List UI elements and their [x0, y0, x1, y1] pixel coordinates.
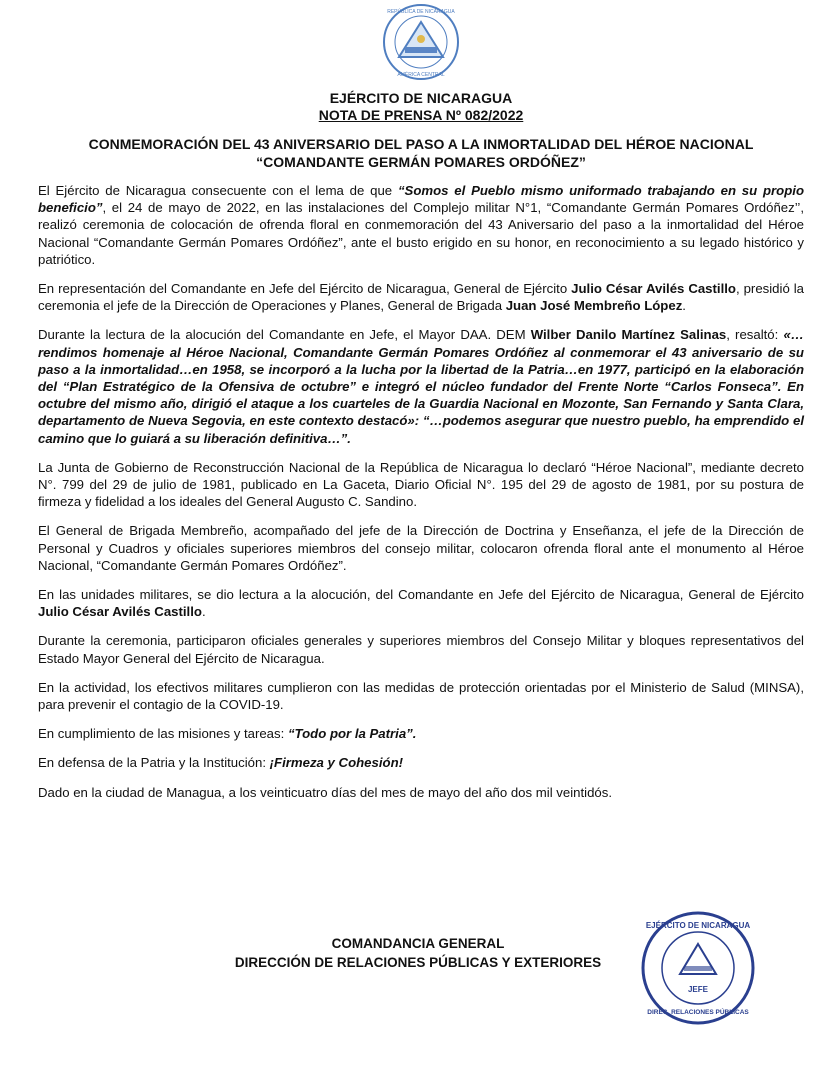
paragraph-6: En las unidades militares, se dio lectura a la alocución, del Comandante en Jefe del Ejército de Nicaragua, General de Ejército Julio César Avilés Castillo. — [38, 587, 804, 620]
paragraph-8: En la actividad, los efectivos militares cumplieron con las medidas de protección orientadas por el Ministerio de Salud (MINSA), para prevenir el contagio de la COVID-19. — [38, 679, 804, 713]
svg-text:EJÉRCITO DE NICARAGUA: EJÉRCITO DE NICARAGUA — [645, 921, 751, 930]
paragraph-10: En defensa de la Patria y la Institución: ¡Firmeza y Cohesión! — [38, 755, 404, 771]
svg-text:DIREC. RELACIONES PÚBLICAS: DIREC. RELACIONES PÚBLICAS — [647, 1009, 749, 1016]
signature-line-1: COMANDANCIA GENERAL — [331, 936, 505, 951]
official-seal-icon — [638, 908, 758, 1028]
press-release-page — [38, 0, 804, 1068]
svg-text:JEFE: JEFE — [687, 985, 709, 994]
paragraph-9: En cumplimiento de las misiones y tareas: “Todo por la Patria”. — [38, 726, 417, 742]
svg-text:REPÚBLICA DE NICARAGUA: REPÚBLICA DE NICARAGUA — [387, 9, 455, 15]
paragraph-2: En representación del Comandante en Jefe del Ejército de Nicaragua, General de Ejército Julio César Avilés Castillo, presidió la ceremonia el jefe de la Dirección de Operaciones y Planes, General de Brigada Juan José Membreño López. — [38, 281, 804, 314]
paragraph-11: Dado en la ciudad de Managua, a los veinticuatro días del mes de mayo del año dos mil veintidós. — [38, 784, 612, 800]
document-body — [38, 182, 804, 813]
headline: CONMEMORACIÓN DEL 43 ANIVERSARIO DEL PASO A LA INMORTALIDAD DEL HÉROE NACIONAL “COMANDANTE GERMÁN POMARES ORDÓÑEZ” — [88, 136, 754, 170]
paragraph-7: Durante la ceremonia, participaron oficiales generales y superiores miembros del Consejo Militar y bloques representativos del Estado Mayor General del Ejército de Nicaragua. — [38, 633, 804, 666]
paragraph-3: Durante la lectura de la alocución del Comandante en Jefe, el Mayor DAA. DEM Wilber Danilo Martínez Salinas, resaltó: «…rendimos homenaje al Héroe Nacional, Comandante Germán Pomares Ordóñez al conmemorar el 43 aniversario de su paso a la inmortalidad…en 1958, se incorporó a la lucha por la libertad de la Patria…en 1977, participó en la elaboración del “Plan Estratégico de la Ofensiva de octubre” e integró el núcleo fundador del Frente Norte “Carlos Fonseca”. En octubre del mismo año, dirigió el ataque a los cuarteles de la Guardia Nacional en Mozonte, San Fernando y Santa Clara, departamento de Nueva Segovia, en este contexto destacó»: “…podemos asegurar que nuestro pueblo, ha emprendido el camino que lo guiará a su liberación definitiva…”. — [38, 327, 804, 446]
coat-of-arms-icon — [377, 2, 465, 82]
paragraph-5: El General de Brigada Membreño, acompañado del jefe de la Dirección de Doctrina y Enseñanza, el jefe de la Dirección de Personal y Cuadros y oficiales superiores miembros del consejo militar, colocaron ofrenda floral ante el monumento al Héroe Nacional, “Comandante Germán Pomares Ordóñez”. — [38, 523, 804, 573]
svg-text:AMÉRICA CENTRAL: AMÉRICA CENTRAL — [397, 72, 445, 78]
organization-name: EJÉRCITO DE NICARAGUA — [329, 90, 513, 106]
signature-block — [188, 934, 648, 972]
paragraph-1: El Ejército de Nicaragua consecuente con el lema de que “Somos el Pueblo mismo uniformado trabajando en su propio beneficio”, el 24 de mayo de 2022, en las instalaciones del Complejo militar N°1, “Comandante Germán Pomares Ordóñez’’, realizó ceremonia de colocación de ofrenda floral en conmemoración del 43 Aniversario del paso a la inmortalidad del Héroe Nacional “Comandante Germán Pomares Ordóñez”, ante el busto erigido en su honor, en reconocimiento a su legado histórico y patriótico. — [38, 183, 805, 267]
press-release-number: NOTA DE PRENSA Nº 082/2022 — [318, 107, 524, 123]
signature-line-2: DIRECCIÓN DE RELACIONES PÚBLICAS Y EXTERIORES — [234, 955, 602, 970]
document-header — [38, 90, 804, 124]
paragraph-4: La Junta de Gobierno de Reconstrucción Nacional de la República de Nicaragua lo declaró “Héroe Nacional”, mediante decreto N°. 799 del 29 de julio de 1981, publicado en La Gaceta, Diario Oficial N°. 195 del 29 de agosto de 1981, por su postura de firmeza y fidelidad a los ideales del General Augusto C. Sandino. — [38, 459, 804, 510]
